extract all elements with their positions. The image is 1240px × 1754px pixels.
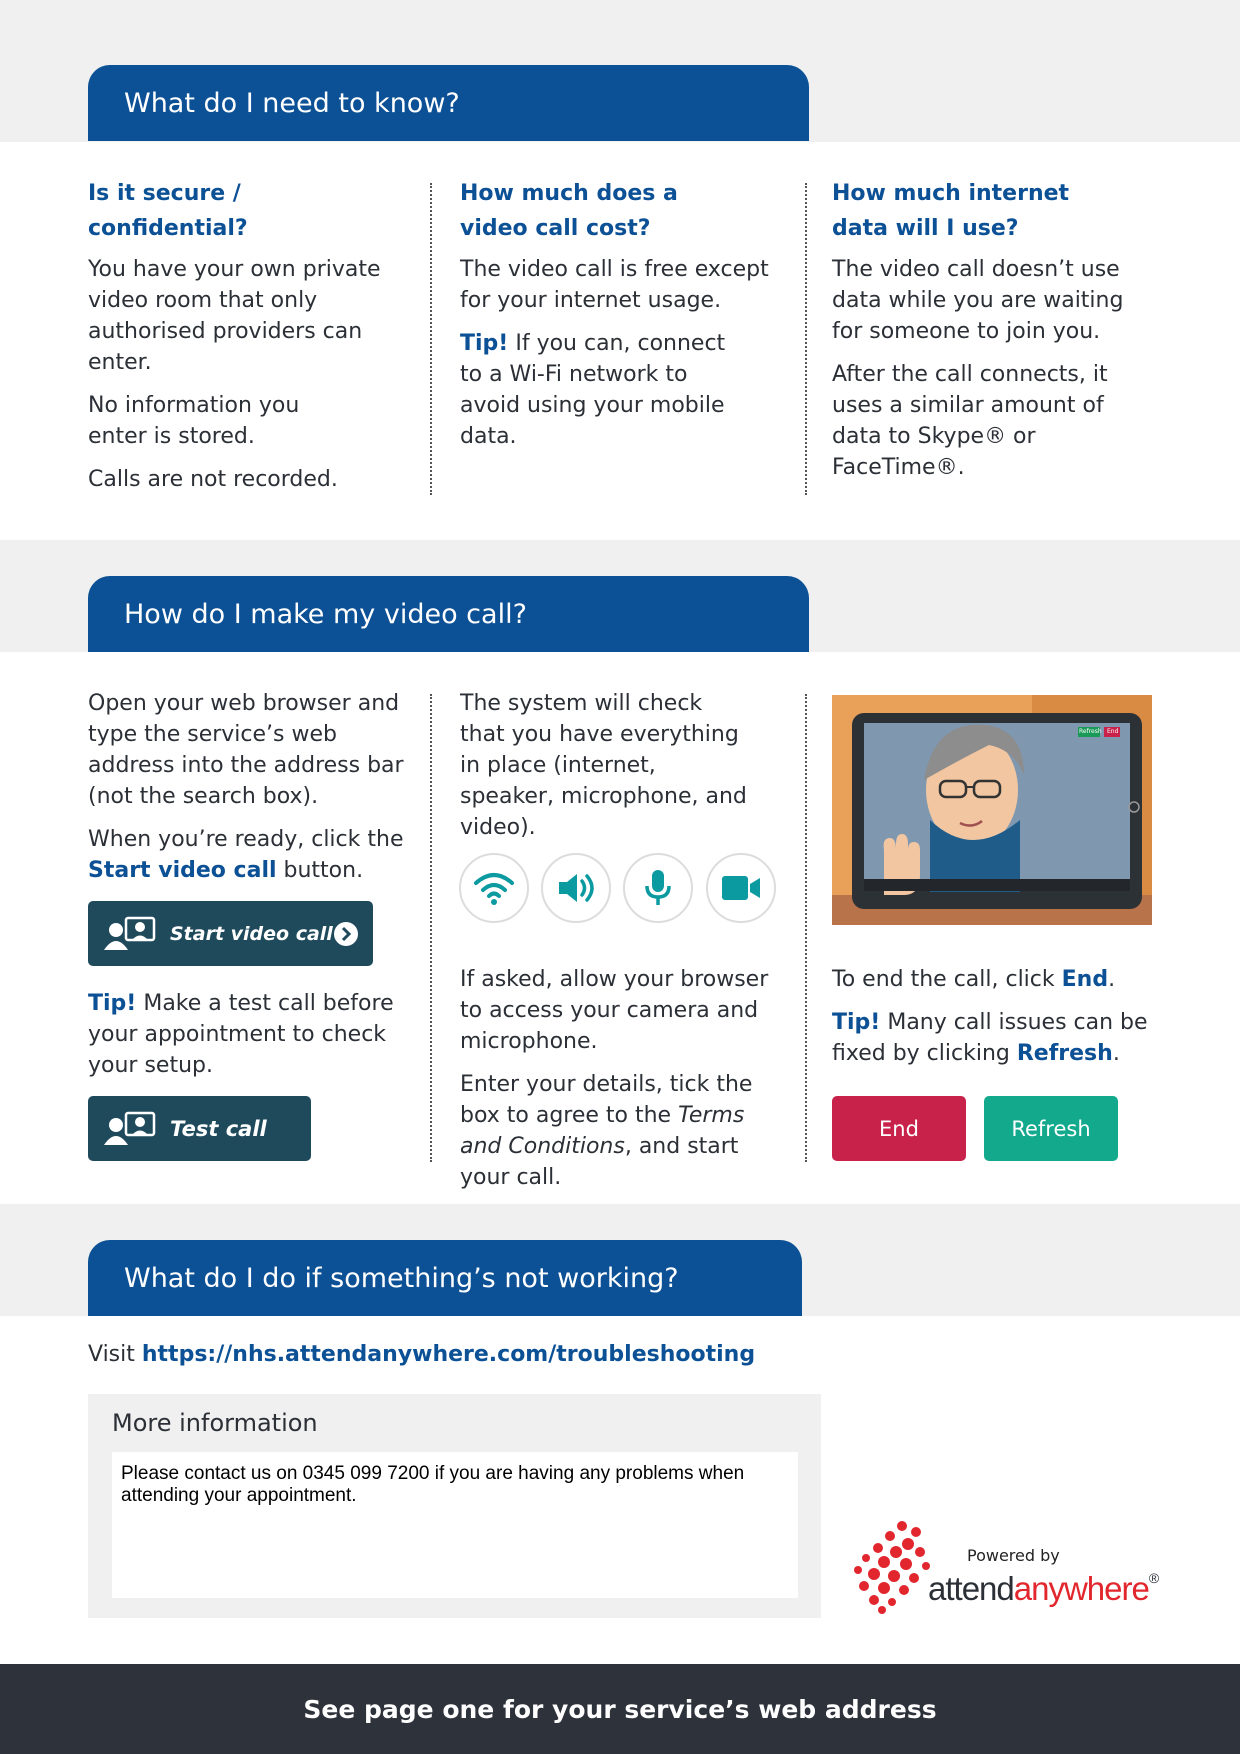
open-browser-text: Open your web browser and type the service’s web address into the address bar (not the search box). (88, 691, 404, 809)
attend-anywhere-dots-icon (852, 1520, 932, 1614)
cost-heading-line1: How much does a (460, 181, 678, 206)
tablet-end-label: End (1107, 728, 1119, 735)
end-button[interactable] (832, 1096, 966, 1161)
end-button-label: End (879, 1116, 919, 1141)
section2-title (88, 576, 809, 652)
people-icon (102, 916, 158, 952)
brand-registered-mark: ® (1148, 1570, 1159, 1586)
divider-s1-1 (430, 183, 432, 495)
data-text-2: After the call connects, it uses a similar amount of data to Skype® or FaceTime®. (832, 362, 1108, 480)
test-tip-text: Make a test call before your appointment to check your setup. (88, 991, 394, 1078)
open-browser-column (88, 688, 408, 898)
refresh-tip-pre: Many call issues can be fixed by clicking (832, 1010, 1148, 1066)
divider-s1-2 (805, 183, 807, 495)
secure-text-2: No information you enter is stored. (88, 393, 300, 449)
data-heading-line2: data will I use? (832, 216, 1019, 241)
wifi-icon (473, 870, 515, 906)
troubleshooting-link[interactable]: https://nhs.attendanywhere.com/troubleshooting (141, 1342, 756, 1367)
data-heading (832, 176, 1162, 246)
test-call-tip (88, 988, 408, 1093)
browser-access-text: If asked, allow your browser to access your camera and microphone. (460, 967, 769, 1054)
divider-s2-1 (430, 694, 432, 1162)
refresh-button-label: Refresh (1011, 1116, 1091, 1141)
more-information-box (88, 1394, 821, 1618)
end-call-column (832, 964, 1162, 1081)
microphone-check (623, 853, 693, 923)
video-check (706, 853, 776, 923)
start-instr-pre: When you’re ready, click the (88, 827, 404, 852)
speaker-icon (555, 870, 597, 906)
speaker-check (541, 853, 611, 923)
system-check-text: The system will check that you have everything in place (internet, speaker, microphone, and video). (460, 691, 747, 840)
test-call-tip-text (88, 988, 408, 1081)
cost-column (460, 176, 775, 464)
video-camera-icon (720, 873, 762, 903)
cost-tip-label: Tip! (460, 331, 509, 356)
section3-title-text: What do I do if something’s not working? (124, 1262, 679, 1294)
cost-text: The video call is free except for your internet usage. (460, 257, 769, 313)
section3-title (88, 1240, 802, 1316)
data-text-1: The video call doesn’t use data while you are waiting for someone to join you. (832, 257, 1124, 344)
enter-details-pre: Enter your details, tick the box to agree to the (460, 1072, 753, 1128)
cost-tip (460, 328, 750, 452)
test-call-label: Test call (170, 1116, 267, 1141)
people-icon (102, 1111, 158, 1147)
secure-column (88, 176, 408, 507)
refresh-button[interactable] (984, 1096, 1118, 1161)
section2-title-text: How do I make my video call? (124, 598, 527, 630)
secure-heading-line1: Is it secure / (88, 181, 241, 206)
brand-name-part2: anywhere (1013, 1570, 1149, 1607)
test-tip-label: Tip! (88, 991, 137, 1016)
cost-heading-line2: video call cost? (460, 216, 651, 241)
brand-name-part1: attend (928, 1570, 1014, 1607)
data-column (832, 176, 1162, 495)
start-video-call-label: Start video call (170, 922, 333, 945)
footer-text: See page one for your service’s web address (303, 1694, 937, 1724)
powered-by-text: Powered by (967, 1546, 1060, 1565)
start-instr-bold: Start video call (88, 858, 277, 883)
refresh-tip-post: . (1112, 1041, 1120, 1066)
system-check-column (460, 688, 780, 855)
brand-wordmark (928, 1570, 1158, 1608)
end-call-post: . (1108, 967, 1116, 992)
end-call-pre: To end the call, click (832, 967, 1062, 992)
more-info-textbox (112, 1452, 798, 1598)
divider-s2-2 (805, 694, 807, 1162)
microphone-icon (643, 868, 673, 908)
tablet-refresh-label: Refresh (1079, 728, 1102, 735)
visit-label: Visit (88, 1342, 142, 1367)
attend-anywhere-logo (852, 1520, 1172, 1620)
secure-text-3: Calls are not recorded. (88, 467, 338, 492)
tablet-video-call-icon (832, 695, 1152, 925)
section1-title (88, 65, 809, 141)
browser-access-column (460, 964, 790, 1205)
refresh-tip-bold: Refresh (1016, 1041, 1113, 1066)
secure-heading (88, 176, 408, 246)
troubleshooting-line (88, 1339, 888, 1370)
start-instr-post: button. (276, 858, 364, 883)
wifi-check (459, 853, 529, 923)
data-heading-line1: How much internet (832, 181, 1070, 206)
refresh-tip-label: Tip! (832, 1010, 881, 1035)
enter-details-text (460, 1069, 790, 1193)
start-instructions (88, 824, 408, 886)
end-call-text (832, 964, 1162, 995)
test-call-button[interactable] (88, 1096, 311, 1161)
cost-tip-text: If you can, connect to a Wi-Fi network to avoid using your mobile data. (460, 331, 726, 449)
chevron-right-icon (333, 921, 359, 947)
cost-heading (460, 176, 775, 246)
start-video-call-button[interactable] (88, 901, 373, 966)
footer-bar (0, 1664, 1240, 1754)
enter-details-post: , and start your call. (460, 1134, 739, 1190)
more-info-text: Please contact us on 0345 099 7200 if you are having any problems when attending your appointment. (121, 1463, 745, 1506)
secure-text-1: You have your own private video room that only authorised providers can enter. (88, 257, 381, 375)
more-info-title: More information (112, 1409, 318, 1437)
secure-heading-line2: confidential? (88, 216, 248, 241)
end-call-bold: End (1061, 967, 1109, 992)
tablet-illustration (832, 695, 1152, 925)
refresh-tip (832, 1007, 1162, 1069)
terms-conditions-text: Terms and Conditions (460, 1103, 745, 1159)
section1-title-text: What do I need to know? (124, 87, 460, 119)
